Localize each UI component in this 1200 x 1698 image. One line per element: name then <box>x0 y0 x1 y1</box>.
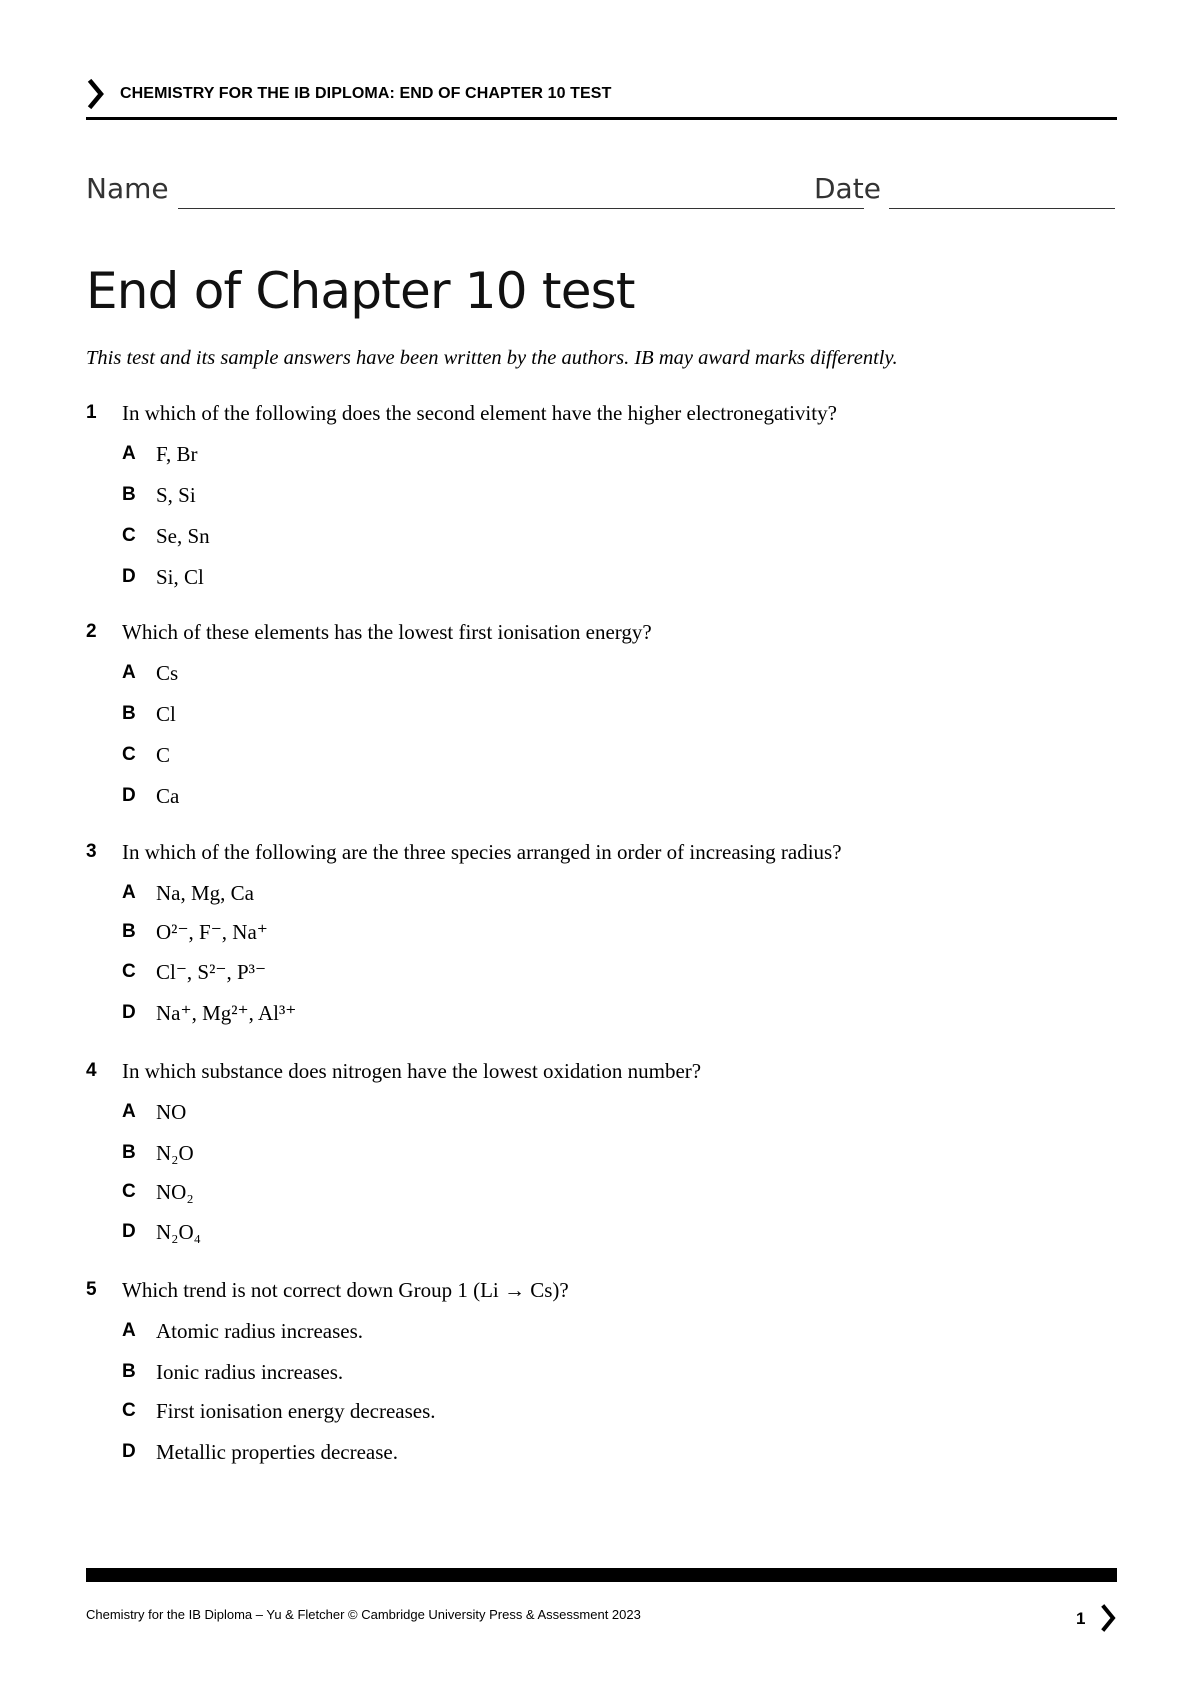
option-text: First ionisation energy decreases. <box>156 1399 436 1423</box>
option-text: Metallic properties decrease. <box>156 1440 398 1464</box>
option-text: Atomic radius increases. <box>156 1319 364 1343</box>
option-text: Se, Sn <box>156 524 210 548</box>
option-letter: B <box>122 921 136 942</box>
option-letter: B <box>122 703 136 724</box>
option-letter: A <box>122 1320 136 1341</box>
option-letter: B <box>122 1361 136 1382</box>
question-text: In which of the following does the second element have the higher electronegativity? <box>122 401 837 425</box>
option-text: C <box>156 743 171 767</box>
option-text: Cl⁻, S²⁻, P³⁻ <box>156 960 267 984</box>
question-number: 2 <box>86 621 97 642</box>
option-text: NO <box>156 1100 187 1124</box>
option-letter: D <box>122 566 136 587</box>
question-text: In which of the following are the three species arranged in order of increasing radius? <box>122 840 842 864</box>
option-letter: A <box>122 443 136 464</box>
option-text: NO₂ <box>156 1180 194 1204</box>
question-text: In which substance does nitrogen have the lowest oxidation number? <box>122 1059 702 1083</box>
name-field[interactable] <box>178 208 864 209</box>
question-number: 5 <box>86 1279 97 1300</box>
option-text: S, Si <box>156 483 196 507</box>
option-letter: A <box>122 662 136 683</box>
option-letter: C <box>122 1400 136 1421</box>
option-letter: C <box>122 961 136 982</box>
option-text: Na, Mg, Ca <box>156 881 254 905</box>
option-text: Na⁺, Mg²⁺, Al³⁺ <box>156 1001 297 1025</box>
date-label: Date <box>814 172 881 205</box>
question-number: 3 <box>86 841 97 862</box>
option-text: Cl <box>156 702 176 726</box>
option-letter: A <box>122 1101 136 1122</box>
option-letter: B <box>122 484 136 505</box>
option-letter: B <box>122 1142 136 1163</box>
option-text: N₂O₄ <box>156 1220 201 1244</box>
option-text: Si, Cl <box>156 565 204 589</box>
option-letter: D <box>122 1002 136 1023</box>
footer-rule <box>86 1568 1117 1582</box>
header-rule <box>86 117 1117 120</box>
option-letter: D <box>122 1221 136 1242</box>
footer-credit: Chemistry for the IB Diploma – Yu & Fletcher © Cambridge University Press & Assessment 2023 <box>86 1607 641 1622</box>
option-text: Cs <box>156 661 179 685</box>
option-letter: D <box>122 785 136 806</box>
name-label: Name <box>86 172 169 205</box>
intro-note: This test and its sample answers have been written by the authors. IB may award marks differently. <box>86 347 898 369</box>
question-text: Which trend is not correct down Group 1 (Li → Cs)? <box>122 1278 569 1302</box>
running-header <box>86 78 611 110</box>
option-text: F, Br <box>156 442 198 466</box>
option-text: N₂O <box>156 1141 194 1165</box>
question-number: 1 <box>86 402 97 423</box>
page-title: End of Chapter 10 test <box>86 262 635 320</box>
question-number: 4 <box>86 1060 97 1081</box>
option-letter: D <box>122 1441 136 1462</box>
page-number: 1 <box>1076 1609 1086 1628</box>
option-letter: A <box>122 882 136 903</box>
running-header-title: CHEMISTRY FOR THE IB DIPLOMA: END OF CHAPTER 10 TEST <box>120 85 612 102</box>
date-field[interactable] <box>889 208 1115 209</box>
option-text: Ca <box>156 784 180 808</box>
chevron-right-icon <box>86 78 108 110</box>
next-page-chevron-icon <box>1099 1603 1119 1633</box>
question-text: Which of these elements has the lowest first ionisation energy? <box>122 620 652 644</box>
option-text: Ionic radius increases. <box>156 1360 344 1384</box>
option-letter: C <box>122 1181 136 1202</box>
option-letter: C <box>122 525 136 546</box>
option-letter: C <box>122 744 136 765</box>
option-text: O²⁻, F⁻, Na⁺ <box>156 920 268 944</box>
